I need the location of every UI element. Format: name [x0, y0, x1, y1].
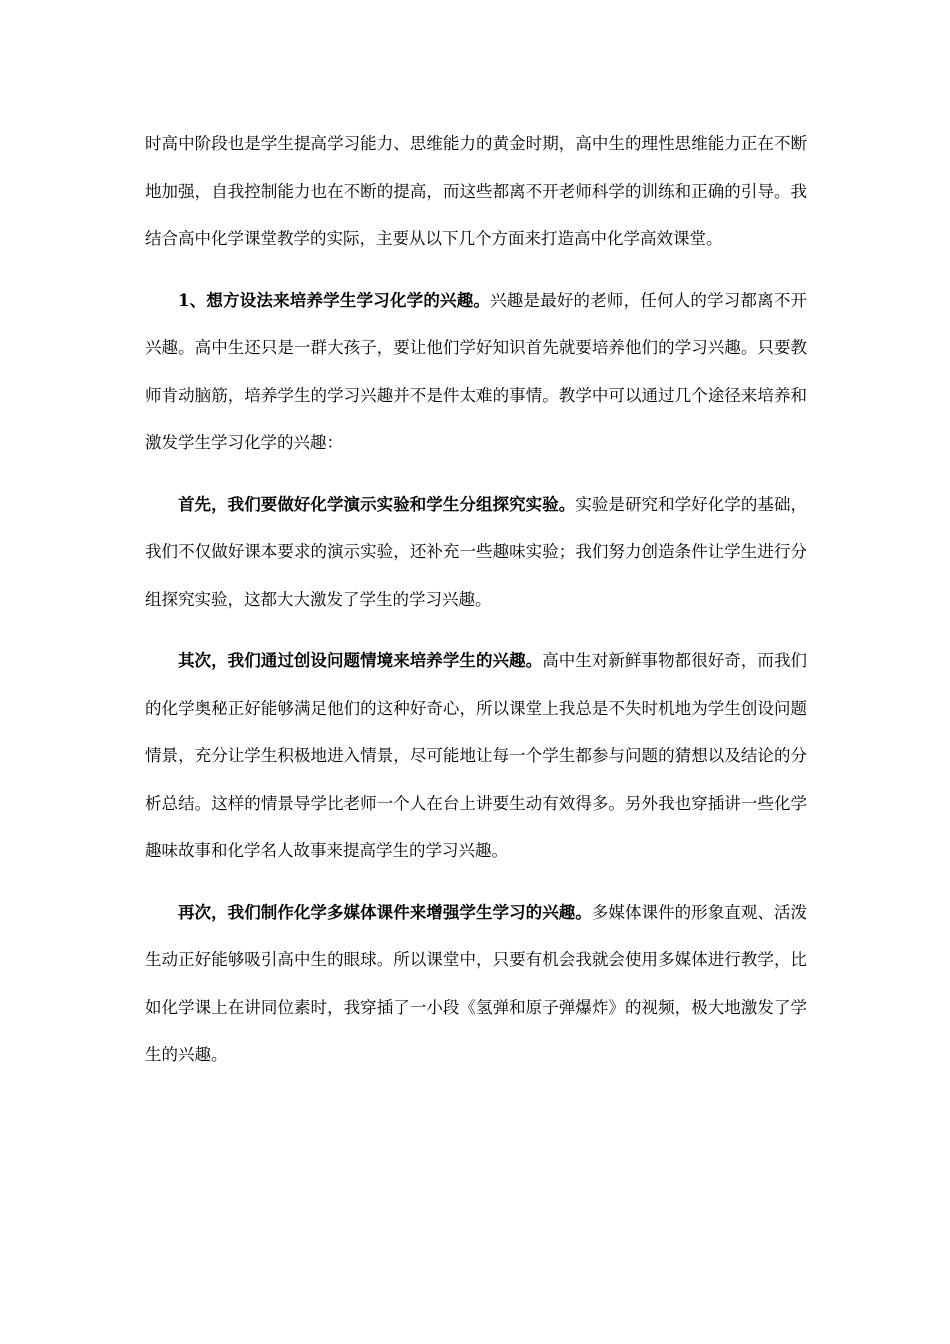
paragraph-text: 时高中阶段也是学生提高学习能力、思维能力的黄金时期，高中生的理性思维能力正在不断地加强，自我控制能力也在不断的提高，而这些都离不开老师科学的训练和正确的引导。我结合高中化学课堂教学的实际，主要从以下几个方面来打造高中化学高效课堂。 — [145, 134, 807, 248]
paragraph-heading: 其次，我们通过创设问题情境来培养学生的兴趣。 — [178, 651, 543, 670]
paragraph-text: 多媒体课件的形象直观、活泼生动正好能够吸引高中生的眼球。所以课堂中，只要有机会我就会使用多媒体进行教学，比如化学课上在讲同位素时，我穿插了一小段《氢弹和原子弹爆炸》的视频，极大地激发了学生的兴趣。 — [145, 902, 808, 1064]
paragraph-heading: 再次，我们制作化学多媒体课件来增强学生学习的兴趣。 — [178, 902, 592, 922]
paragraph-text: 实验是研究和学好化学的基础，我们不仅做好课本要求的演示实验，还补充一些趣味实验；我们努力创造条件让学生进行分组探究实验，这都大大激发了学生的学习兴趣。 — [145, 494, 808, 609]
paragraph-heading: 首先，我们要做好化学演示实验和学生分组探究实验。 — [178, 494, 576, 514]
document-body — [145, 120, 807, 1079]
paragraph-experiments — [145, 481, 807, 624]
paragraph-interest — [145, 277, 807, 467]
paragraph-text: 兴趣是最好的老师，任何人的学习都离不开兴趣。高中生还只是一群大孩子，要让他们学好知识首先就要培养他们的学习兴趣。只要教师肯动脑筋，培养学生的学习兴趣并不是件太难的事情。教学中可以通过几个途径来培养和激发学生学习化学的兴趣： — [145, 290, 808, 452]
paragraph-text: 高中生对新鲜事物都很好奇，而我们的化学奥秘正好能够满足他们的这种好奇心，所以课堂上我总是不失时机地为学生创设问题情景，充分让学生积极地进入情景，尽可能地让每一个学生都参与问题的猜想以及结论的分析总结。这样的情景导学比老师一个人在台上讲要生动有效得多。另外我也穿插讲一些化学趣味故事和化学名人故事来提高学生的学习兴趣。 — [145, 651, 808, 860]
paragraph-heading: 1、想方设法来培养学生学习化学的兴趣。 — [178, 290, 491, 310]
paragraph-intro — [145, 120, 807, 263]
paragraph-multimedia — [145, 889, 807, 1079]
paragraph-problem-situations — [145, 637, 807, 875]
